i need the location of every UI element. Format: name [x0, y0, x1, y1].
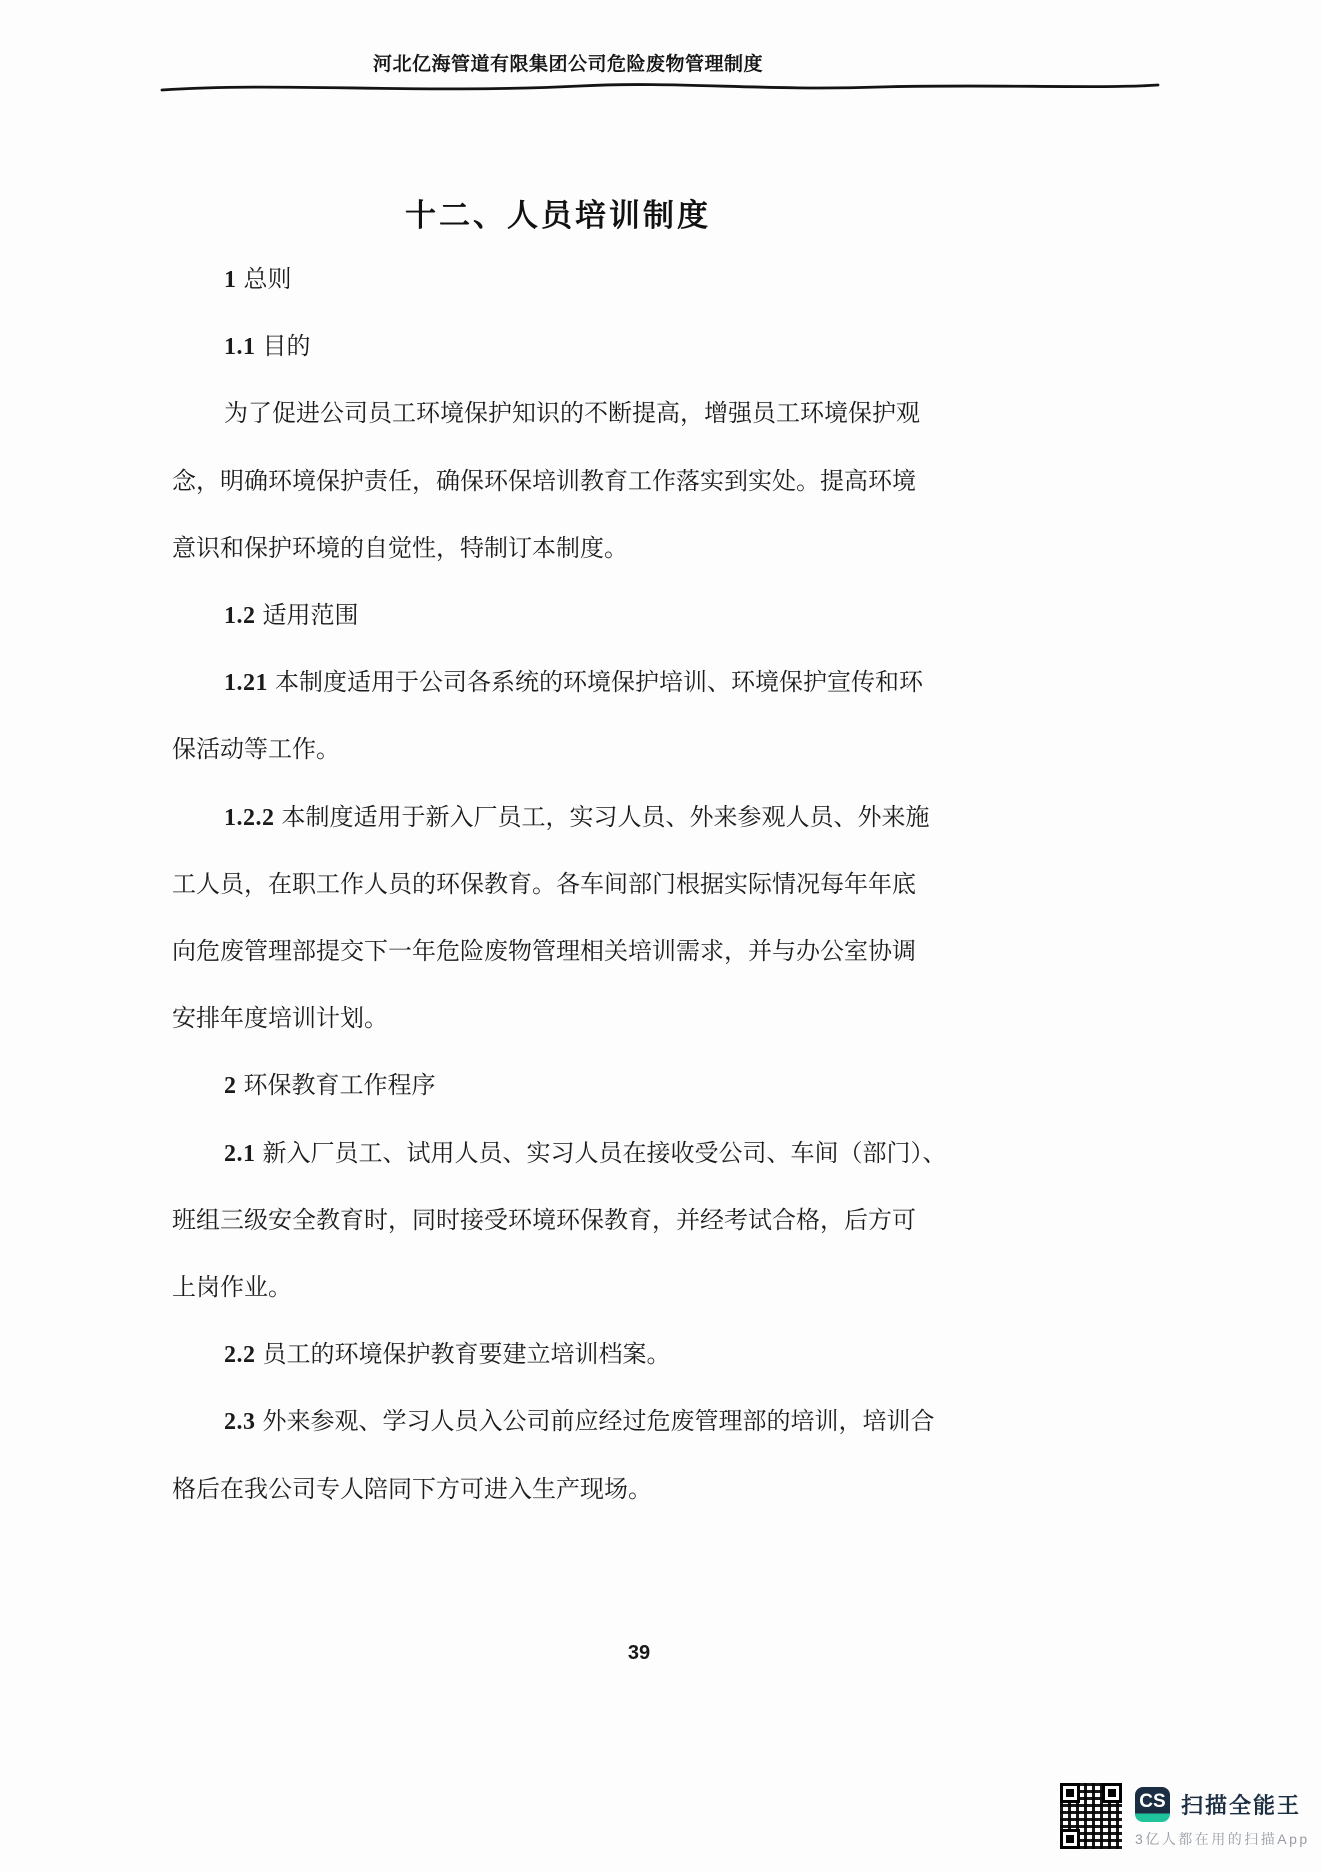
document-title: 十二、人员培训制度 [405, 198, 711, 233]
qr-finder-icon [1060, 1783, 1080, 1803]
line-text: 外来参观、学习人员入公司前应经过危废管理部的培训，培训合 [262, 1409, 935, 1436]
line-text: 工人员，在职工作人员的环保教育。各车间部门根据实际情况每年年底 [172, 871, 916, 898]
doc-line [172, 247, 914, 314]
line-text: 本制度适用于新入厂员工，实习人员、外来参观人员、外来施 [281, 804, 930, 831]
line-text: 向危废管理部提交下一年危险废物管理相关培训需求，并与办公室协调 [172, 939, 916, 966]
line-text: 班组三级安全教育时，同时接受环境环保教育，并经考试合格，后方可 [172, 1207, 916, 1234]
line-number: 2.3 [224, 1409, 256, 1436]
doc-line [172, 583, 914, 650]
camscanner-brand-block [1135, 1787, 1310, 1849]
doc-line [172, 449, 914, 516]
doc-line [172, 919, 914, 986]
line-number: 2.2 [224, 1342, 256, 1369]
line-number: 1.2 [224, 603, 256, 630]
doc-line [172, 1457, 914, 1524]
line-text: 员工的环境保护教育要建立培训档案。 [262, 1342, 671, 1369]
camscanner-tagline: 3亿人都在用的扫描App [1135, 1831, 1310, 1847]
page-header-title: 河北亿海管道有限集团公司危险废物管理制度 [373, 54, 764, 75]
doc-line [172, 1322, 914, 1389]
line-number: 1 [224, 267, 237, 293]
line-text: 总则 [243, 267, 292, 293]
doc-line [172, 1389, 935, 1456]
doc-line [172, 1121, 947, 1188]
doc-line [172, 785, 930, 852]
line-text: 新入厂员工、试用人员、实习人员在接收受公司、车间（部门）、 [262, 1140, 947, 1167]
camscanner-watermark [1060, 1783, 1310, 1849]
doc-line [172, 650, 923, 717]
line-text: 为了促进公司员工环境保护知识的不断提高，增强员工环境保护观 [224, 401, 920, 428]
line-text: 意识和保护环境的自觉性，特制订本制度。 [172, 535, 628, 562]
doc-line [172, 516, 914, 583]
line-number: 2.1 [224, 1140, 256, 1167]
line-text: 本制度适用于公司各系统的环境保护培训、环境保护宣传和环 [275, 670, 923, 697]
line-text: 适用范围 [262, 603, 359, 630]
doc-line [172, 852, 914, 919]
line-number: 1.21 [224, 670, 268, 697]
doc-line [172, 1053, 914, 1120]
line-number: 1.1 [224, 334, 256, 361]
qr-finder-icon [1102, 1783, 1122, 1803]
line-number: 1.2.2 [224, 804, 275, 831]
line-text: 环保教育工作程序 [243, 1073, 436, 1100]
camscanner-app-name: 扫描全能王 [1181, 1793, 1302, 1818]
qr-finder-icon [1060, 1829, 1080, 1849]
line-text: 念，明确环境保护责任，确保环保培训教育工作落实到实处。提高环境 [172, 468, 916, 495]
line-text: 格后在我公司专人陪同下方可进入生产现场。 [172, 1476, 652, 1503]
header-rule-wavy-line [160, 74, 1160, 100]
doc-line [172, 986, 914, 1053]
doc-line [172, 717, 914, 784]
line-text: 上岗作业。 [172, 1275, 292, 1302]
page-number: 39 [627, 1642, 651, 1664]
line-text: 目的 [262, 334, 311, 361]
doc-line [172, 1255, 914, 1322]
line-text: 安排年度培训计划。 [172, 1006, 388, 1033]
doc-line [172, 1188, 914, 1255]
doc-line [172, 314, 914, 381]
doc-line [172, 381, 920, 448]
qr-code-icon [1060, 1783, 1122, 1849]
line-number: 2 [224, 1073, 237, 1100]
line-text: 保活动等工作。 [172, 737, 340, 764]
camscanner-logo-icon: CS [1135, 1787, 1170, 1822]
document-body [172, 247, 947, 1524]
